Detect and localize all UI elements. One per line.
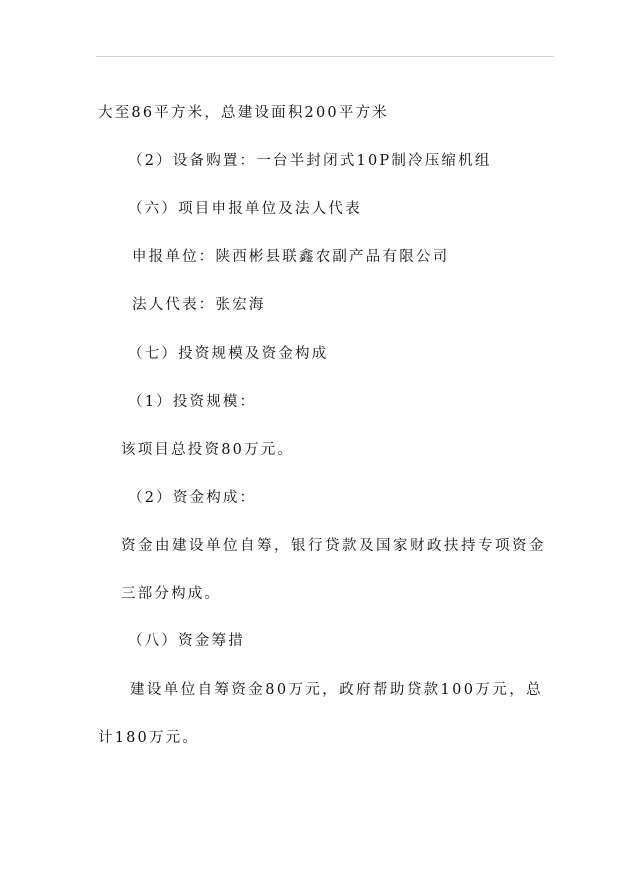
body-line-legal-rep: 法人代表：张宏海 bbox=[132, 297, 266, 313]
body-line-fundraising: 建设单位自筹资金80万元，政府帮助贷款100万元，总 bbox=[130, 682, 544, 698]
body-line-area: 大至86平方米，总建设面积200平方米 bbox=[98, 105, 389, 121]
body-line-fund-sources-cont: 三部分构成。 bbox=[121, 586, 222, 602]
body-line-fundraising-total: 计180万元。 bbox=[98, 730, 200, 746]
section-heading-fundraising: （八）资金筹措 bbox=[128, 633, 245, 649]
body-line-total-investment: 该项目总投资80万元。 bbox=[121, 442, 295, 458]
body-line-applicant-unit: 申报单位：陕西彬县联鑫农副产品有限公司 bbox=[132, 249, 450, 265]
section-heading-applicant: （六）项目申报单位及法人代表 bbox=[128, 201, 362, 217]
body-line-equipment: （2）设备购置：一台半封闭式10P制冷压缩机组 bbox=[128, 153, 492, 169]
section-heading-investment: （七）投资规模及资金构成 bbox=[128, 346, 329, 362]
subheading-investment-scale: （1）投资规模： bbox=[128, 394, 257, 410]
subheading-fund-composition: （2）资金构成： bbox=[128, 490, 257, 506]
header-divider bbox=[96, 56, 554, 57]
body-line-fund-sources: 资金由建设单位自筹，银行贷款及国家财政扶持专项资金 bbox=[121, 538, 546, 554]
